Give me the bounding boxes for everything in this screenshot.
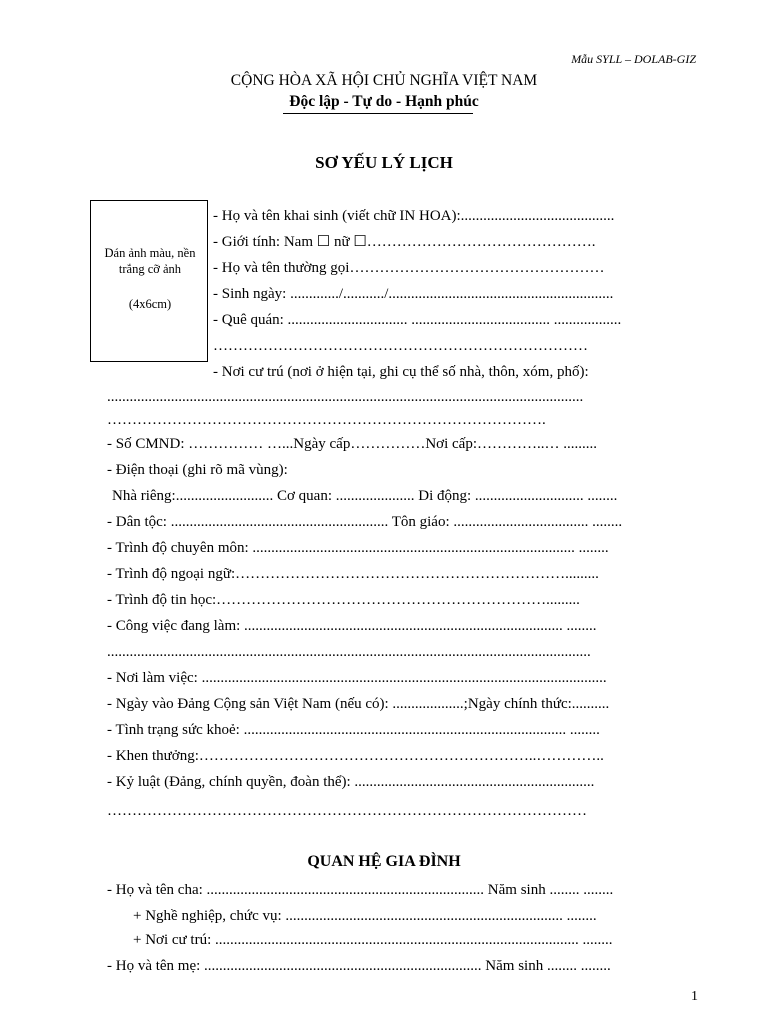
field-awards: - Khen thưởng:…………………………………………………………..…………..: [107, 748, 604, 764]
field-professional-level: - Trình độ chuyên môn: ...................................................................................... ........: [107, 540, 609, 556]
photo-instruction: Dán ảnh màu, nền trắng cỡ ảnh: [104, 246, 196, 276]
field-party-date: - Ngày vào Đảng Cộng sản Việt Nam (nếu có): ...................;Ngày chính thức:..........: [107, 696, 610, 712]
field-residence: - Nơi cư trú (nơi ở hiện tại, ghi cụ thể số nhà, thôn, xóm, phố):: [213, 364, 589, 380]
field-father-residence: + Nơi cư trú: ................................................................................................. ........: [133, 932, 613, 948]
motto-underline: [283, 113, 473, 114]
field-gender: - Giới tính: Nam ☐ nữ ☐……………………………………….: [213, 234, 596, 250]
form-code: Mẫu SYLL – DOLAB-GIZ: [571, 52, 696, 66]
field-residence-line-2: …………………………………………………………………………….: [107, 412, 546, 428]
field-current-job: - Công việc đang làm: ..................................................................................... ........: [107, 618, 597, 634]
national-name: CỘNG HÒA XÃ HỘI CHỦ NGHĨA VIỆT NAM: [230, 72, 538, 89]
photo-box: [90, 200, 208, 362]
field-birth-date: - Sinh ngày: ............./.........../............................................................: [213, 286, 614, 302]
field-common-name: - Họ và tên thường gọi……………………………………………: [213, 260, 605, 276]
national-motto: Độc lập - Tự do - Hạnh phúc: [289, 93, 479, 110]
field-discipline: - Kỷ luật (Đảng, chính quyền, đoàn thể): ................................................................: [107, 774, 595, 790]
field-hometown-cont: …………………………………………………………………: [213, 338, 588, 354]
document-title: SƠ YẾU LÝ LỊCH: [315, 153, 453, 172]
field-ethnicity-religion: - Dân tộc: .......................................................... Tôn giáo: .................................... ........: [107, 514, 623, 530]
photo-size: (4x6cm): [128, 297, 172, 311]
field-workplace: - Nơi làm việc: ............................................................................................................: [107, 670, 607, 686]
field-phone: - Điện thoại (ghi rõ mã vùng):: [107, 462, 288, 478]
field-father-name: - Họ và tên cha: .......................................................................... Năm sinh ........ ........: [107, 882, 614, 898]
field-mother-name: - Họ và tên mẹ: .......................................................................... Năm sinh ........ ........: [107, 958, 611, 974]
field-current-job-cont: .................................................................................................................................: [107, 644, 591, 660]
family-section-title: QUAN HỆ GIA ĐÌNH: [307, 853, 461, 870]
field-id-card: - Số CMND: …………… …...Ngày cấp……………Nơi cấp:…………..… .........: [107, 436, 597, 452]
field-father-occupation: + Nghề nghiệp, chức vụ: .......................................................................... ........: [133, 908, 597, 924]
field-residence-line-1: ...............................................................................................................................: [107, 389, 584, 405]
field-hometown: - Quê quán: ................................ ..................................... ..................: [213, 312, 622, 328]
field-birth-name: - Họ và tên khai sinh (viết chữ IN HOA):.........................................: [213, 208, 615, 224]
field-phone-numbers: Nhà riêng:.......................... Cơ quan: ..................... Di động: ............................. ........: [112, 488, 618, 504]
field-foreign-language: - Trình độ ngoại ngữ:………………………………………………………….........: [107, 566, 599, 582]
field-computer-skills: - Trình độ tin học:………………………………………………………….........: [107, 592, 580, 608]
page-number: 1: [691, 989, 698, 1004]
field-health: - Tình trạng sức khoẻ: ...................................................................................... ........: [107, 722, 600, 738]
field-discipline-cont: ……………………………………………………………………………………: [107, 803, 587, 819]
